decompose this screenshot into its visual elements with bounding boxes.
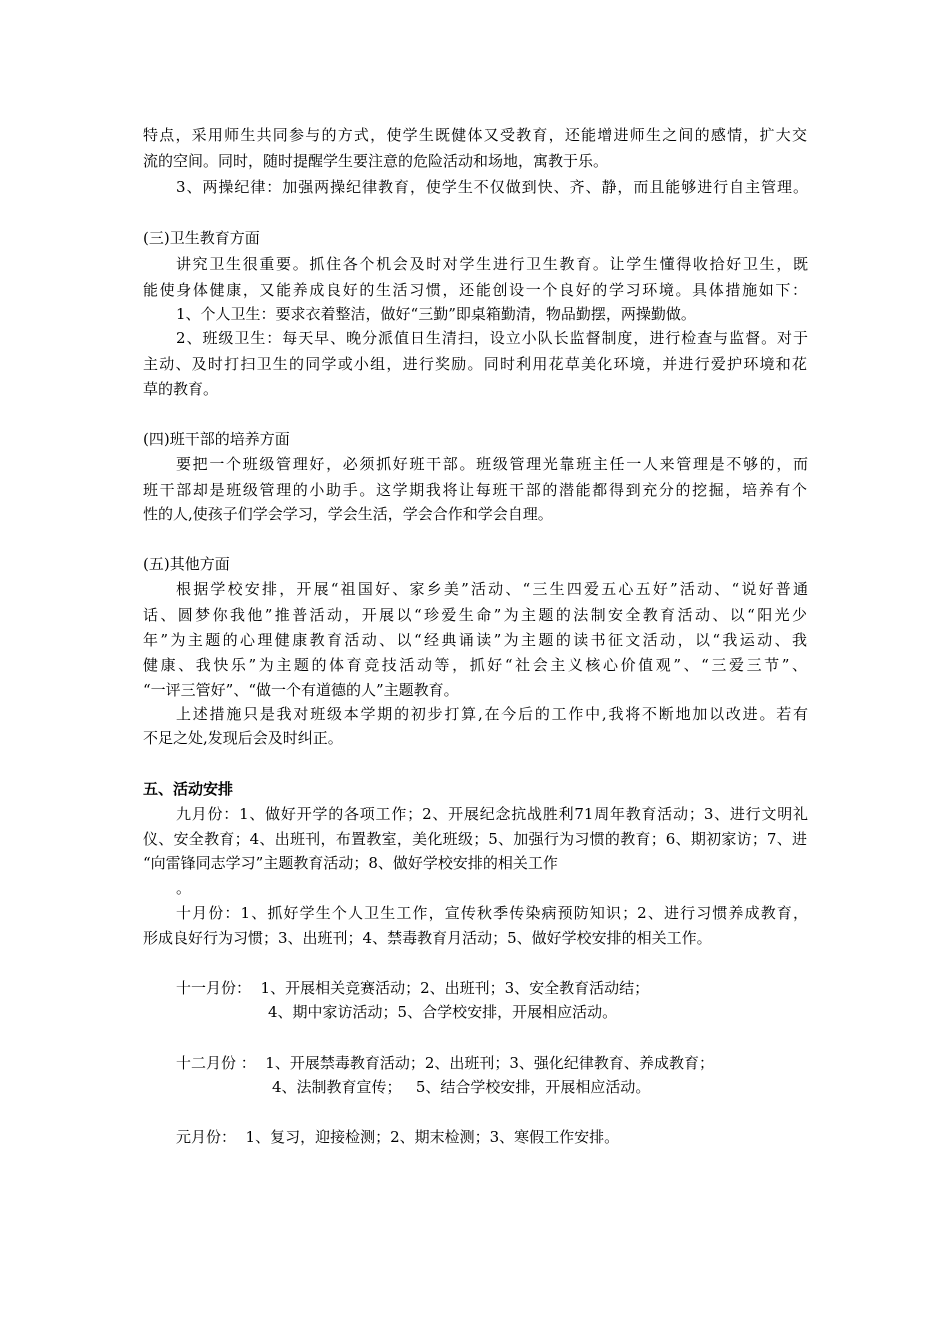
paragraph-line: 根据学校安排，开展“祖国好、家乡美”活动、“三生四爱五心五好”活动、“说好普通: [176, 580, 808, 598]
paragraph-line: 要把一个班级管理好，必须抓好班干部。班级管理光靠班主任一人来管理是不够的，而: [176, 455, 808, 473]
schedule-september: “向雷锋同志学习”主题教育活动；8、做好学校安排的相关工作: [143, 854, 558, 872]
list-item: 2、班级卫生：每天早、晚分派值日生清扫，设立小队长监督制度，进行检查与监督。对于: [176, 329, 808, 347]
paragraph-line: 性的人,使孩子们学会学习，学会生活，学会合作和学会自理。: [143, 505, 553, 523]
schedule-october: 形成良好行为习惯；3、出班刊；4、禁毒教育月活动；5、做好学校安排的相关工作。: [143, 929, 712, 947]
schedule-january: 元月份： 1、复习，迎接检测；2、期末检测；3、寒假工作安排。: [176, 1128, 620, 1146]
list-item: 1、个人卫生：要求衣着整洁，做好“三勤”即桌箱勤清，物品勤摆，两操勤做。: [176, 305, 696, 323]
schedule-november: 4、期中家访活动；5、合学校安排，开展相应活动。: [268, 1003, 618, 1021]
list-item: 草的教育。: [143, 380, 219, 398]
list-item: 主动、及时打扫卫生的同学或小组，进行奖励。同时利用花草美化环境，并进行爱护环境和花: [143, 355, 807, 373]
schedule-september: 。: [176, 879, 192, 897]
paragraph-line: 上述措施只是我对班级本学期的初步打算,在今后的工作中,我将不断地加以改进。若有: [176, 705, 808, 723]
paragraph-line: 特点，采用师生共同参与的方式，使学生既健体又受教育，还能增进师生之间的感情，扩大交: [143, 126, 807, 144]
paragraph-line: 话、圆梦你我他”推普活动，开展以“珍爱生命”为主题的法制安全教育活动、以“阳光少: [143, 606, 807, 624]
schedule-september: 九月份：1、做好开学的各项工作；2、开展纪念抗战胜利71周年教育活动；3、进行文明礼: [176, 805, 808, 823]
paragraph-line: 讲究卫生很重要。抓住各个机会及时对学生进行卫生教育。让学生懂得收拾好卫生，既: [176, 255, 808, 273]
paragraph-line: 年”为主题的心理健康教育活动、以“经典诵读”为主题的读书征文活动，以“我运动、我: [143, 631, 807, 649]
schedule-october: 十月份：1、抓好学生个人卫生工作，宣传秋季传染病预防知识；2、进行习惯养成教育，: [176, 904, 808, 922]
schedule-december: 十二月份 ： 1、开展禁毒教育活动；2、出班刊；3、强化纪律教育、养成教育；: [176, 1054, 714, 1072]
paragraph-line: 不足之处,发现后会及时纠正。: [143, 729, 343, 747]
schedule-december: 4、法制教育宣传； 5、结合学校安排，开展相应活动。: [272, 1078, 651, 1096]
paragraph-line: 健康、我快乐”为主题的体育竞技活动等，抓好“社会主义核心价值观”、“三爱三节”、: [143, 656, 807, 674]
paragraph-line: 能使身体健康，又能养成良好的生活习惯，还能创设一个良好的学习环境。具体措施如下：: [143, 281, 807, 299]
list-item: 3、两操纪律：加强两操纪律教育，使学生不仅做到快、齐、静，而且能够进行自主管理。: [176, 178, 808, 196]
paragraph-line: 流的空间。同时，随时提醒学生要注意的危险活动和场地，寓教于乐。: [143, 152, 609, 170]
section-heading: (三)卫生教育方面: [143, 229, 260, 247]
section-heading: 五、活动安排: [143, 780, 234, 798]
paragraph-line: “一评三管好”、“做一个有道德的人”主题教育。: [143, 681, 459, 699]
section-heading: (四)班干部的培养方面: [143, 430, 290, 448]
schedule-november: 十一月份： 1、开展相关竞赛活动；2、出班刊；3、安全教育活动结；: [176, 979, 650, 997]
schedule-september: 仪、安全教育；4、出班刊，布置教室，美化班级；5、加强行为习惯的教育；6、期初家访；7、进: [143, 830, 807, 848]
paragraph-line: 班干部却是班级管理的小助手。这学期我将让每班干部的潜能都得到充分的挖掘，培养有个: [143, 481, 807, 499]
section-heading: (五)其他方面: [143, 555, 230, 573]
